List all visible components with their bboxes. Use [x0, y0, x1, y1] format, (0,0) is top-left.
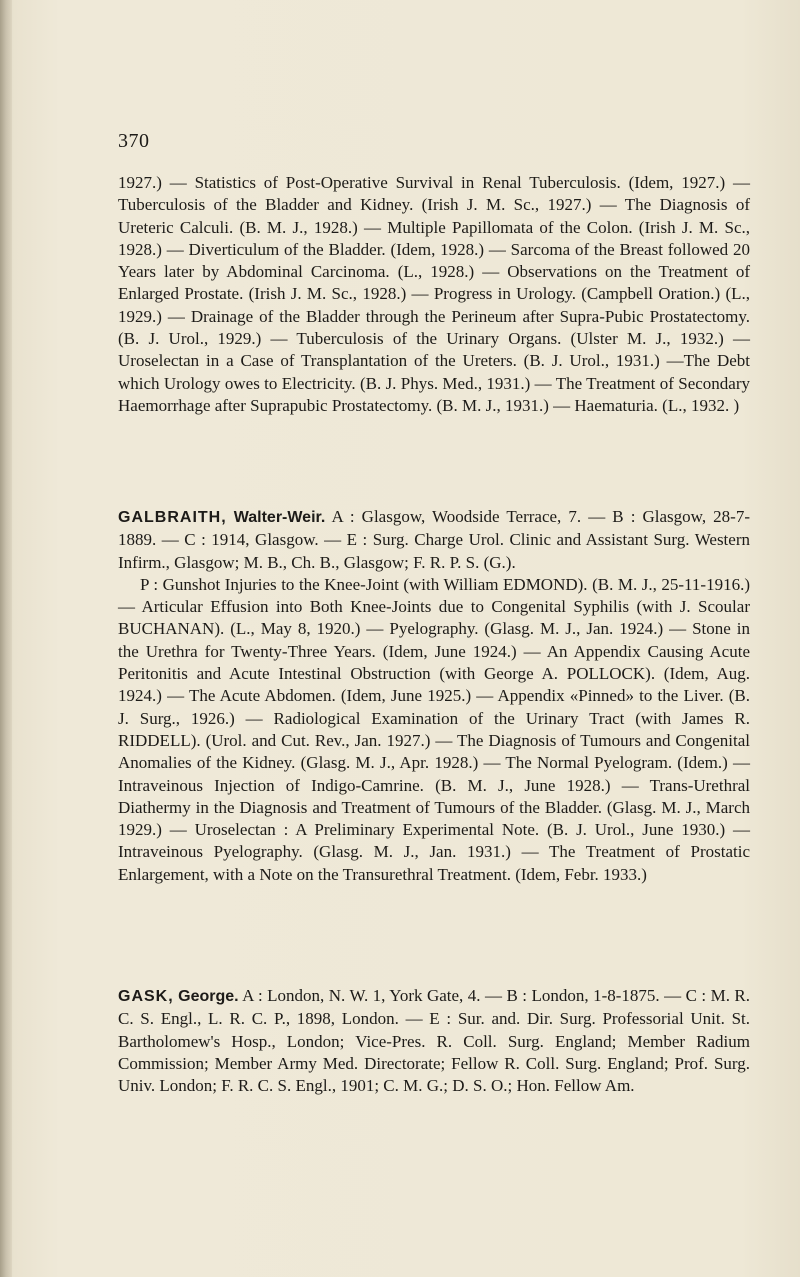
- entry-biography-text: A : London, N. W. 1, York Gate, 4. — B : London, 1-8-1875. — C : M. R. C. S. Engl., L. R. C. P., 1898, London. — E : Sur. and. Dir. Surg. Professorial Unit. St. Bartholomew's Hosp., London; Vice-Pres. R. Coll. Surg. England; Member Radium Commission; Member Army Med. Directorate; Fellow R. Coll. Surg. England; Prof. Surg. Univ. London; F. R. C. S. Engl., 1901; C. M. G.; D. S. O.; Hon. Fellow Am.: [118, 986, 751, 1096]
- entry-surname: GALBRAITH,: [118, 509, 227, 526]
- entry-biography: [118, 985, 750, 1097]
- entry-gask: [118, 985, 750, 1097]
- entry-surname: GASK,: [118, 988, 174, 1005]
- entry-biography: [118, 506, 750, 574]
- page-binding-edge: [0, 0, 12, 1277]
- entry-galbraith: [118, 506, 750, 886]
- entry-given-names: Walter-Weir.: [233, 509, 326, 526]
- continued-bibliography-text: 1927.) — Statistics of Post-Operative Survival in Renal Tuberculosis. (Idem, 1927.) — Tuberculosis of the Bladder and Kidney. (Irish J. M. Sc., 1927.) — The Diagnosis of Ureteric Calculi. (B. M. J., 1928.) — Multiple Papillomata of the Colon. (Irish J. M. Sc., 1928.) — Diverticulum of the Bladder. (Idem, 1928.) — Sarcoma of the Breast followed 20 Years later by Abdominal Carcinoma. (L., 1928.) — Observations on the Treatment of Enlarged Prostate. (Irish J. M. Sc., 1928.) — Progress in Urology. (Campbell Oration.) (L., 1929.) — Drainage of the Bladder through the Perineum after Supra-Pubic Prostatectomy. (B. J. Urol., 1929.) — Tuberculosis of the Urinary Organs. (Ulster M. J., 1932.) —Uroselectan in a Case of Transplantation of the Ureters. (B. J. Urol., 1931.) —The Debt which Urology owes to Electricity. (B. J. Phys. Med., 1931.) — The Treatment of Secondary Haemorrhage after Suprapubic Prostatectomy. (B. M. J., 1931.) — Haematuria. (L., 1932. ): [118, 173, 750, 415]
- entry-biography-text: A : Glasgow, Woodside Terrace, 7. — B : Glasgow, 28-7-1889. — C : 1914, Glasgow. — E : Surg. Charge Urol. Clinic and Assistant Surg. Western Infirm., Glasgow; M. B., Ch. B., Glasgow; F. R. P. S. (G.).: [118, 507, 750, 572]
- page-number: 370: [118, 130, 150, 152]
- entry-given-names: George.: [178, 988, 239, 1005]
- entry-publications: P : Gunshot Injuries to the Knee-Joint (with William EDMOND). (B. M. J., 25-11-1916.) — Articular Effusion into Both Knee-Joints due to Congenital Syphilis (with J. Scoular BUCHANAN). (L., May 8, 1920.) — Pyelography. (Glasg. M. J., Jan. 1924.) — Stone in the Urethra for Twenty-Three Years. (Idem, June 1924.) — An Appendix Causing Acute Peritonitis and Acute Intestinal Obstruction (with George A. POLLOCK). (Idem, Aug. 1924.) — The Acute Abdomen. (Idem, June 1925.) — Appendix «Pinned» to the Liver. (B. J. Surg., 1926.) — Radiological Examination of the Urinary Tract (with James R. RIDDELL). (Urol. and Cut. Rev., Jan. 1927.) — The Diagnosis of Tumours and Congenital Anomalies of the Kidney. (Glasg. M. J., Apr. 1928.) — The Normal Pyelogram. (Idem.) — Intraveinous Injection of Indigo-Camrine. (B. M. J., June 1928.) — Trans-Urethral Diathermy in the Diagnosis and Treatment of Tumours of the Bladder. (Glasg. M. J., March 1929.) — Uroselectan : A Preliminary Experimental Note. (B. J. Urol., June 1930.) — Intraveinous Pyelography. (Glasg. M. J., Jan. 1931.) — The Treatment of Prostatic Enlargement, with a Note on the Transurethral Treatment. (Idem, Febr. 1933.): [118, 574, 750, 884]
